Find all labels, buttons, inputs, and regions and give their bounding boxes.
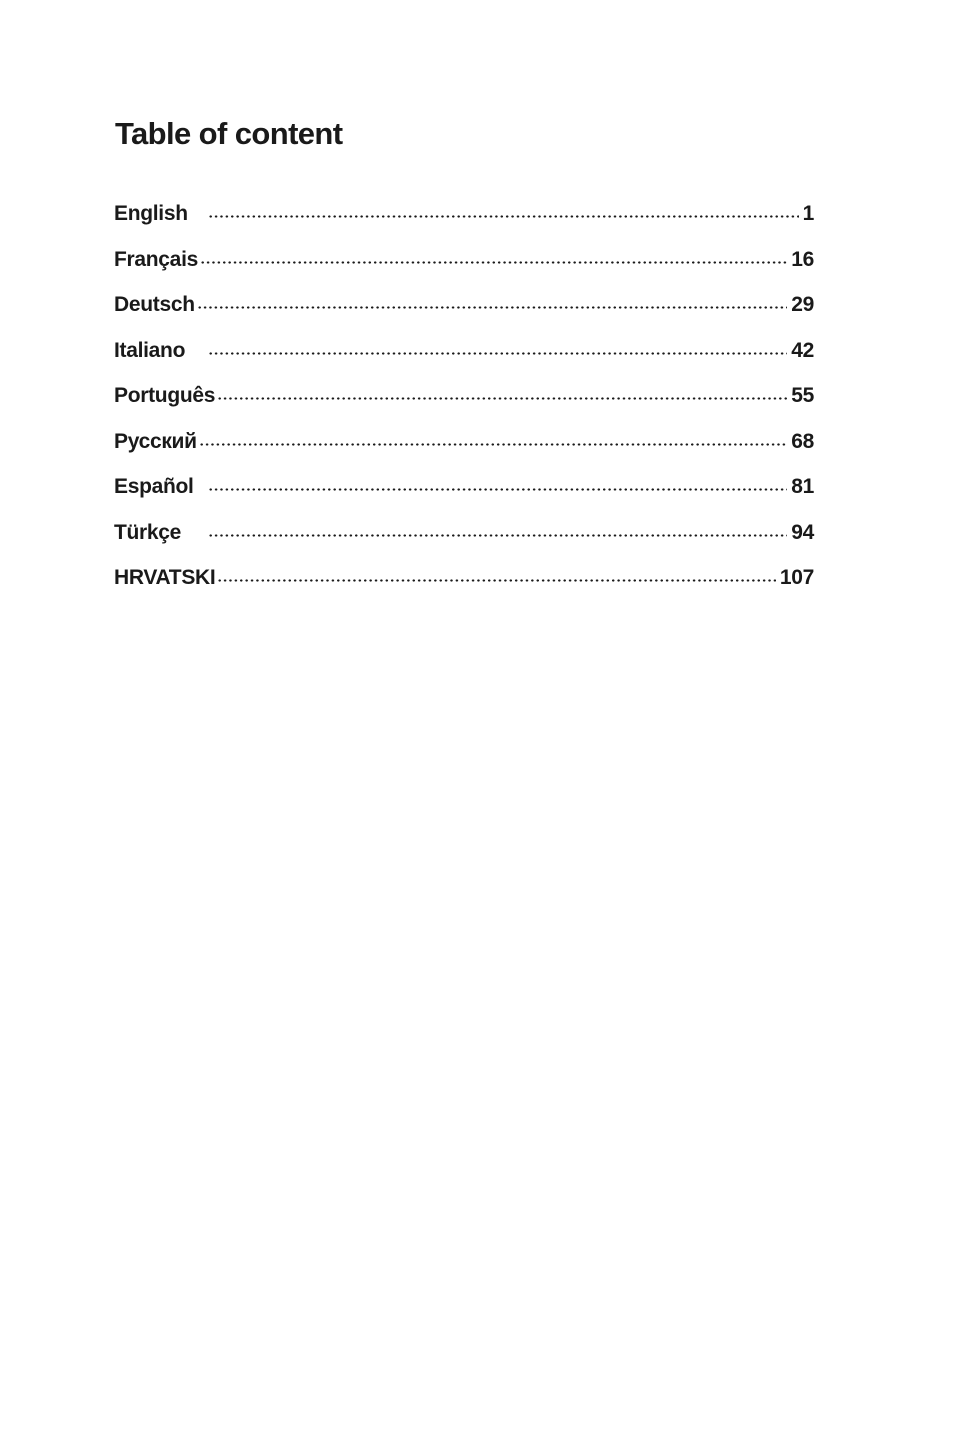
toc-dot-leader xyxy=(208,199,799,220)
toc-dot-leader xyxy=(197,290,787,311)
toc-entry-label: Русский xyxy=(114,429,197,453)
toc-entry-page: 42 xyxy=(791,338,814,362)
toc-entry-francais xyxy=(114,245,814,291)
toc-entry-label: Italiano xyxy=(114,338,186,362)
toc-dot-leader xyxy=(208,518,787,539)
toc-entry-label: Deutsch xyxy=(114,293,195,316)
toc-entry-hrvatski xyxy=(114,563,814,609)
table-of-contents xyxy=(114,199,814,609)
toc-dot-leader xyxy=(208,472,787,493)
toc-entry-label: Português xyxy=(114,384,216,407)
toc-entry-portugues xyxy=(114,381,814,427)
toc-entry-page: 107 xyxy=(779,566,814,589)
toc-dot-leader xyxy=(199,427,787,448)
toc-entry-italiano xyxy=(114,336,814,382)
toc-dot-leader xyxy=(217,381,787,402)
toc-entry-page: 55 xyxy=(791,384,814,407)
toc-entry-page: 81 xyxy=(791,475,814,498)
toc-entry-page: 94 xyxy=(791,520,814,544)
toc-entry-page: 16 xyxy=(791,247,814,271)
toc-entry-page: 1 xyxy=(802,202,814,225)
toc-entry-label: Français xyxy=(114,247,198,271)
toc-dot-leader xyxy=(200,245,787,266)
toc-entry-label: Türkçe xyxy=(114,520,182,544)
toc-entry-label: HRVATSKI xyxy=(114,566,216,589)
toc-entry-label: Español xyxy=(114,475,194,498)
toc-entry-russian xyxy=(114,427,814,473)
toc-entry-english xyxy=(114,199,814,245)
toc-entry-espanol xyxy=(114,472,814,518)
page-title: Table of content xyxy=(115,116,343,151)
toc-entry-deutsch xyxy=(114,290,814,336)
toc-dot-leader xyxy=(217,563,775,584)
toc-entry-turkce xyxy=(114,518,814,564)
toc-entry-page: 68 xyxy=(791,429,814,453)
toc-entry-label: English xyxy=(114,202,188,225)
toc-entry-page: 29 xyxy=(791,293,814,316)
toc-dot-leader xyxy=(208,336,787,357)
